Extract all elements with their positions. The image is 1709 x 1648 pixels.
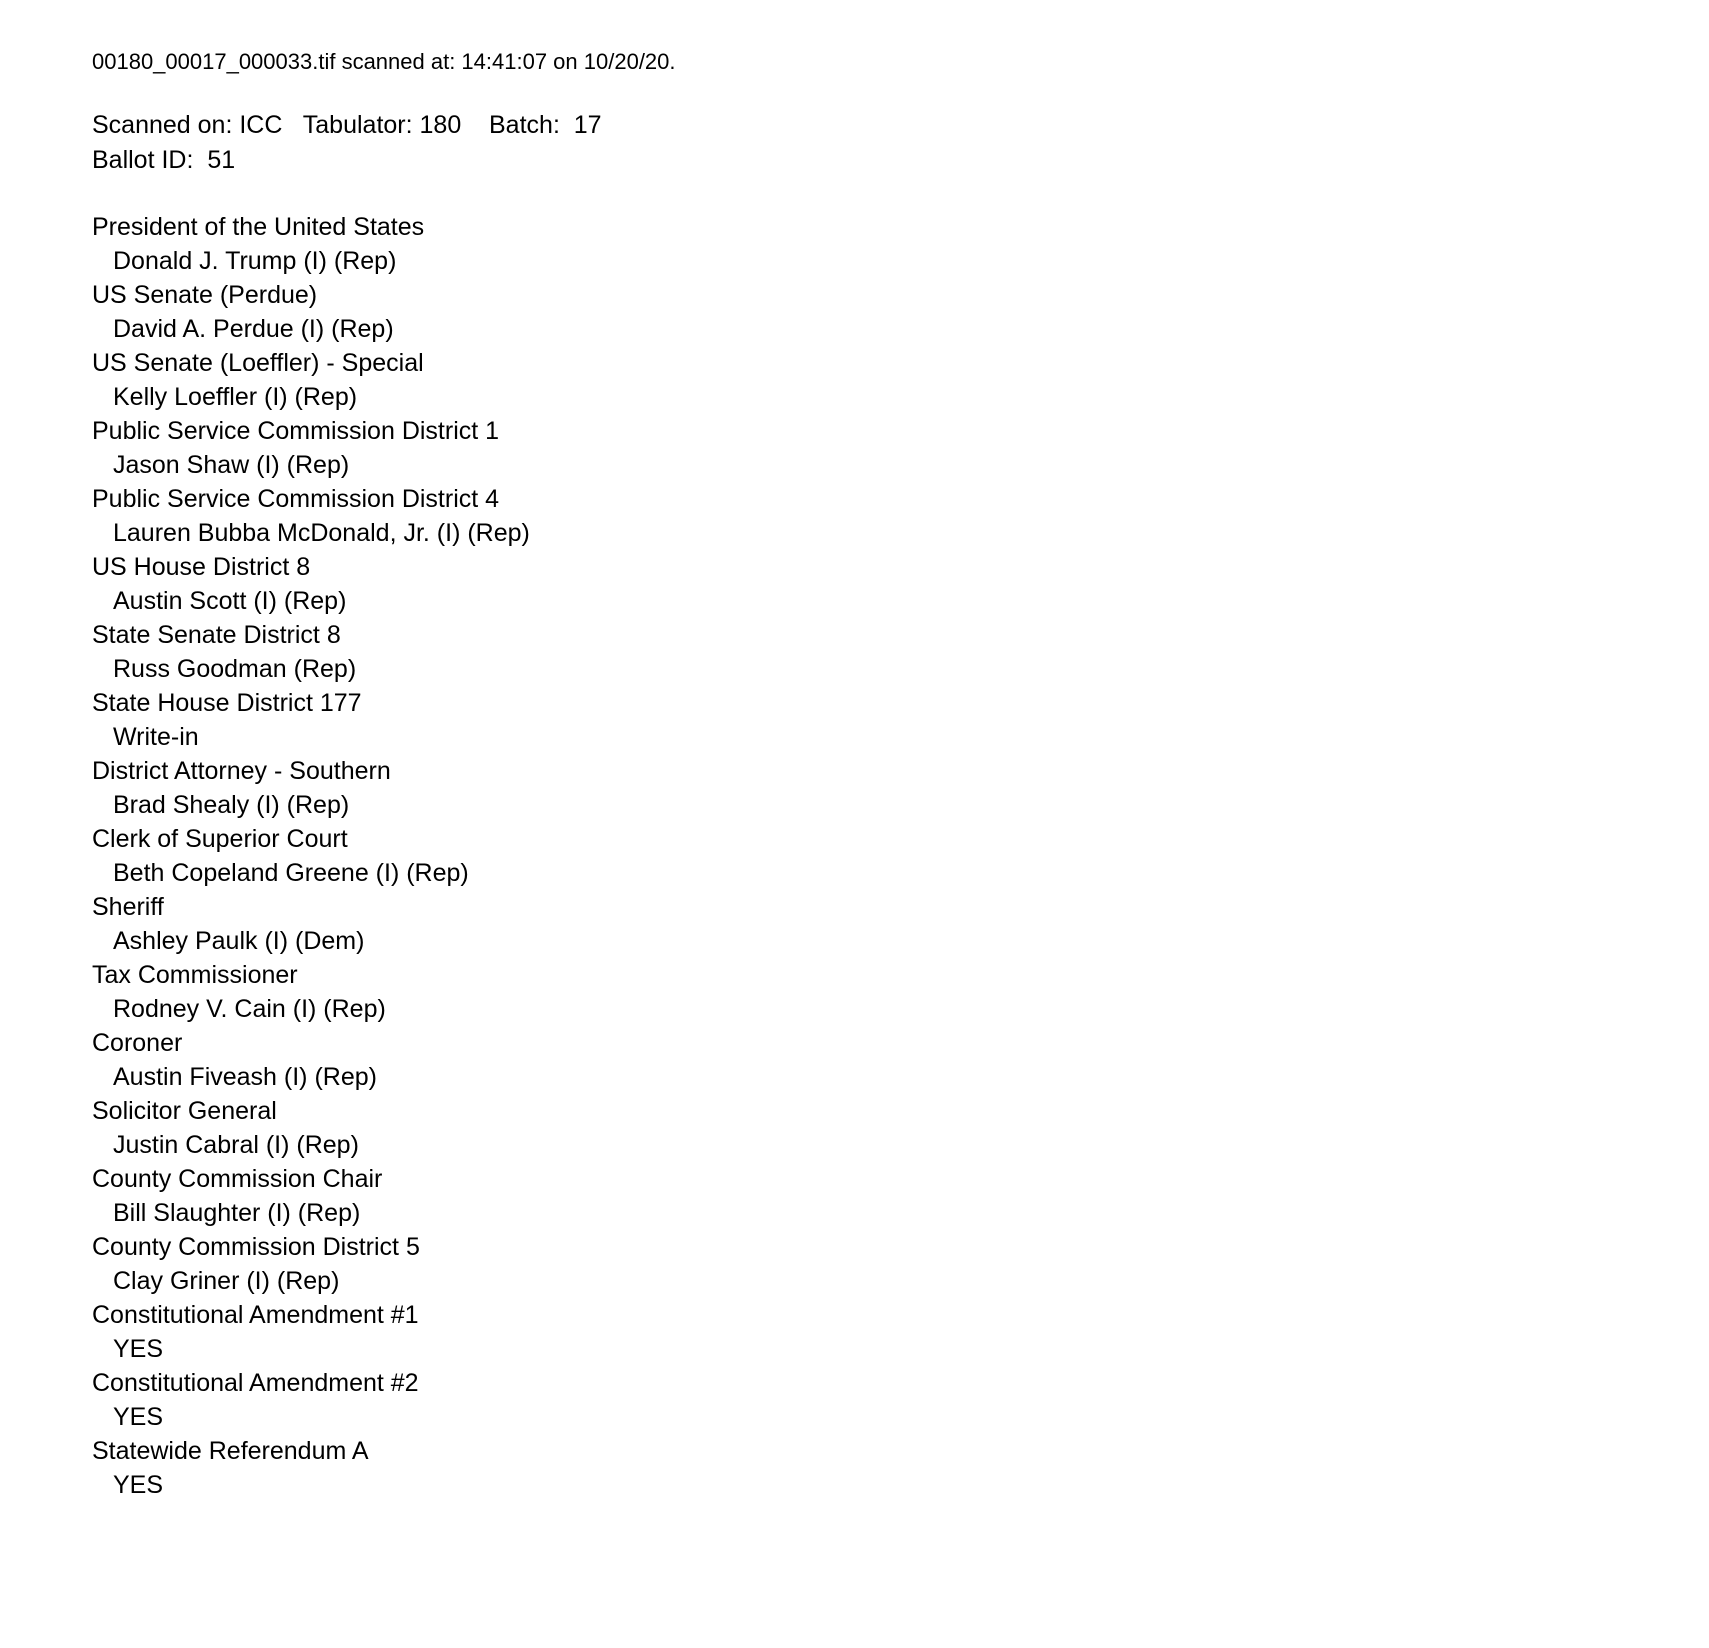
- contest-row: [92, 1162, 1669, 1230]
- contest-office: Clerk of Superior Court: [92, 825, 348, 853]
- scan-filename-line: 00180_00017_000033.tif scanned at: 14:41:07 on 10/20/20.: [92, 49, 676, 74]
- contest-row: [92, 414, 1669, 482]
- contest-selection: YES: [113, 1471, 164, 1499]
- contest-selection: Austin Fiveash (I) (Rep): [113, 1063, 377, 1091]
- contest-selection: Bill Slaughter (I) (Rep): [113, 1199, 361, 1227]
- contest-office: County Commission District 5: [92, 1233, 420, 1261]
- contest-row: [92, 1366, 1669, 1434]
- ballot-id-line: Ballot ID: 51: [92, 146, 236, 174]
- contest-row: [92, 822, 1669, 890]
- contest-row: [92, 890, 1669, 958]
- contest-office: Constitutional Amendment #2: [92, 1369, 419, 1397]
- contest-row: [92, 754, 1669, 822]
- contest-selection: Beth Copeland Greene (I) (Rep): [113, 859, 469, 887]
- contest-row: [92, 482, 1669, 550]
- contest-row: [92, 210, 1669, 278]
- contest-office: Constitutional Amendment #1: [92, 1301, 419, 1329]
- contest-selection: Brad Shealy (I) (Rep): [113, 791, 350, 819]
- contest-selection: Donald J. Trump (I) (Rep): [113, 247, 397, 275]
- contest-office: Sheriff: [92, 893, 164, 921]
- contest-office: Public Service Commission District 4: [92, 485, 500, 513]
- contest-selection: Rodney V. Cain (I) (Rep): [113, 995, 386, 1023]
- contest-selection: Russ Goodman (Rep): [113, 655, 357, 683]
- contest-list: [92, 210, 1669, 1502]
- contest-row: [92, 346, 1669, 414]
- contest-office: State Senate District 8: [92, 621, 341, 649]
- contest-row: [92, 1298, 1669, 1366]
- contest-office: County Commission Chair: [92, 1165, 383, 1193]
- contest-selection: Ashley Paulk (I) (Dem): [113, 927, 365, 955]
- contest-selection: YES: [113, 1403, 164, 1431]
- contest-office: Coroner: [92, 1029, 183, 1057]
- contest-selection: Clay Griner (I) (Rep): [113, 1267, 340, 1295]
- contest-row: [92, 278, 1669, 346]
- contest-row: [92, 618, 1669, 686]
- contest-selection: YES: [113, 1335, 164, 1363]
- contest-row: [92, 1434, 1669, 1502]
- scan-info-line: Scanned on: ICC Tabulator: 180 Batch: 17: [92, 111, 602, 139]
- contest-selection: Austin Scott (I) (Rep): [113, 587, 347, 615]
- contest-selection: Justin Cabral (I) (Rep): [113, 1131, 359, 1159]
- contest-row: [92, 958, 1669, 1026]
- contest-row: [92, 1094, 1669, 1162]
- contest-office: Statewide Referendum A: [92, 1437, 369, 1465]
- contest-selection: Write-in: [113, 723, 199, 751]
- contest-row: [92, 1026, 1669, 1094]
- contest-selection: Jason Shaw (I) (Rep): [113, 451, 350, 479]
- contest-office: President of the United States: [92, 213, 425, 241]
- contest-row: [92, 550, 1669, 618]
- contest-office: US Senate (Perdue): [92, 281, 318, 309]
- contest-selection: Lauren Bubba McDonald, Jr. (I) (Rep): [113, 519, 530, 547]
- contest-office: District Attorney - Southern: [92, 757, 391, 785]
- contest-office: Public Service Commission District 1: [92, 417, 500, 445]
- contest-row: [92, 686, 1669, 754]
- contest-office: US House District 8: [92, 553, 311, 581]
- contest-row: [92, 1230, 1669, 1298]
- contest-office: State House District 177: [92, 689, 362, 717]
- contest-office: Solicitor General: [92, 1097, 277, 1125]
- contest-selection: David A. Perdue (I) (Rep): [113, 315, 394, 343]
- contest-office: Tax Commissioner: [92, 961, 298, 989]
- contest-office: US Senate (Loeffler) - Special: [92, 349, 424, 377]
- contest-selection: Kelly Loeffler (I) (Rep): [113, 383, 358, 411]
